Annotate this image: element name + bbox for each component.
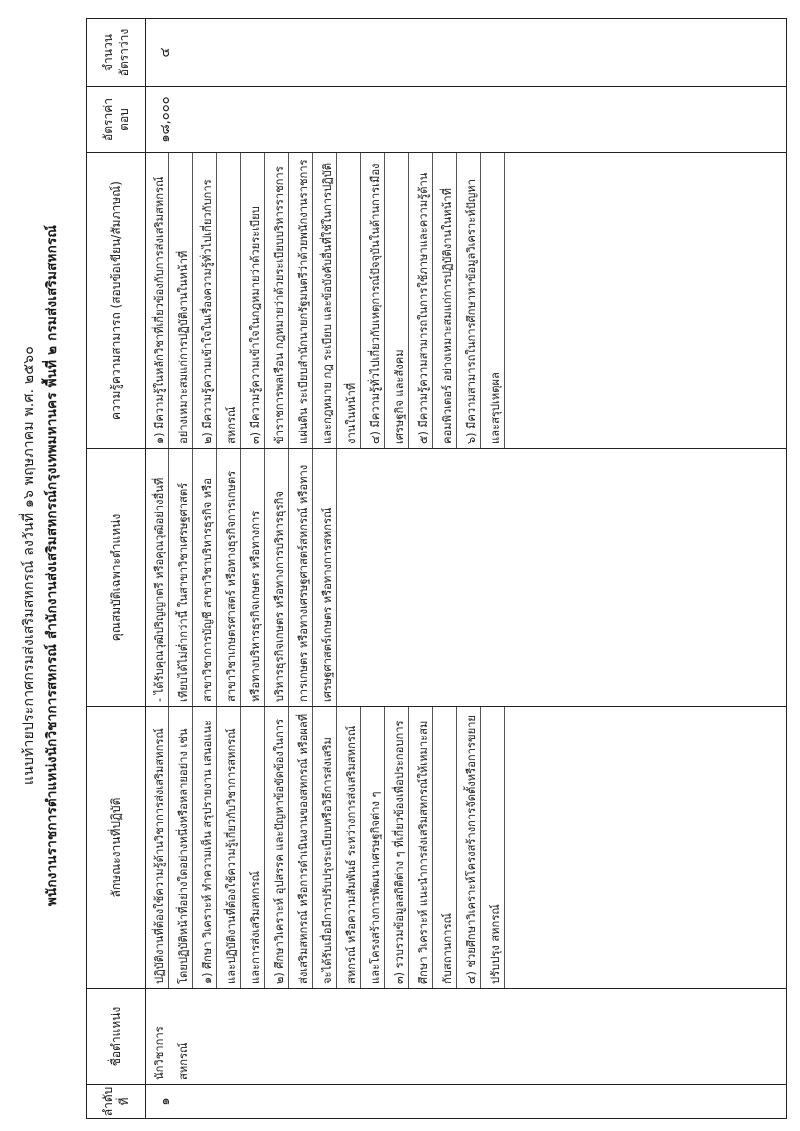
header-competency: ความรู้ความสามารถ (สอบข้อเขียน/สัมภาษณ์) bbox=[87, 153, 146, 449]
duty-item: ๑) ศึกษา วิเคราะห์ ทำความเห็น สรุปรายงาน เสนอแนะ และปฏิบัติงานที่ต้องใช้ความรู้เกี่ยวกับวิชาการสหกรณ์และการส่งเสริมสหกรณ์ bbox=[201, 719, 262, 984]
vacancies-value: ๔ bbox=[158, 47, 173, 58]
header-salary: อัตราค่า ตอบ bbox=[87, 87, 146, 153]
duty-item: ปฏิบัติงานที่ต้องใช้ความรู้ด้านวิชาการส่งเสริมสหกรณ์ โดยปฏิบัติหน้าที่อย่างใดอย่างหนึ่งหรือหลายอย่าง เช่น bbox=[153, 728, 190, 984]
cell-vacancies bbox=[146, 19, 787, 87]
qualification-item: - ได้รับคุณวุฒิปริญญาตรี หรือคุณวุฒิอย่างอื่นที่เทียบได้ไม่ต่ำกว่านี้ ในสาขาวิชาเศรษฐศาสตร์ สาขาวิชาการบัญชี สาขาวิชาบริหารธุรกิจ หรือสาขาวิชาเกษตรศาสตร์ หรือทางธุรกิจการเกษตร หรือทางบริหารธุรกิจเกษตร หรือทางการบริหารธุรกิจเกษตร หรือทางการบริหารธุรกิจการเกษตร หรือทางเศรษฐศาสตร์สหกรณ์ หรือทางเศรษฐศาสตร์เกษตร หรือทางการสหกรณ์ bbox=[153, 464, 334, 702]
competency-item: ๕) มีความรู้ความสามารถในการใช้ภาษาและความรู้ด้านคอมพิวเตอร์ อย่างเหมาะสมแก่การปฏิบัติงานในหน้าที่ bbox=[417, 172, 454, 444]
cell-duties bbox=[146, 707, 787, 989]
competency-item: ๖) มีความสามารถในการศึกษาหาข้อมูลวิเคราะห์ปัญหา และสรุปเหตุผล bbox=[465, 179, 502, 444]
duty-item: ๓) รวบรวมข้อมูลสถิติต่าง ๆ ที่เกี่ยวข้องเพื่อประกอบการศึกษา วิเคราะห์ แนะนำการส่งเสริมสหกรณ์ให้เหมาะสมกับสถานการณ์ bbox=[393, 720, 454, 984]
header-position: ชื่อตำแหน่ง bbox=[87, 989, 146, 1085]
document-title: แนบท้ายประกาศกรมส่งเสริมสหกรณ์ ลงวันที่ ๑๖ พฤษภาคม พ.ศ. ๒๕๖๐ bbox=[21, 346, 37, 785]
duty-item: ๒) ศึกษาวิเคราะห์ อุปสรรค และปัญหาข้อขัดข้องในการส่งเสริมสหกรณ์ หรือการดำเนินงานของสหกรณ์ หรือผลที่จะได้รับเมื่อมีการปรับปรุงระเบียบหรือวิธีการส่งเสริมสหกรณ์ หรือความสัมพันธ์ ระหว่างการส่งเสริมสหกรณ์ และโครงสร้างการพัฒนาเศรษฐกิจต่าง ๆ bbox=[273, 713, 382, 984]
order-value: ๑ bbox=[158, 1097, 173, 1106]
competency-item: ๑) มีความรู้ในหลักวิชาที่เกี่ยวข้องกับการส่งเสริมสหกรณ์อย่างเหมาะสมแก่การปฏิบัติงานในหน้าที่ bbox=[153, 176, 190, 444]
table-row bbox=[146, 19, 787, 1119]
cell-qualifications bbox=[146, 449, 787, 707]
header-order: ลำดับ ที่ bbox=[87, 1085, 146, 1119]
position-name: นักวิชาการสหกรณ์ bbox=[153, 1026, 190, 1080]
salary-value: ๑๘,๐๐๐ bbox=[158, 96, 173, 143]
cell-position bbox=[146, 989, 787, 1085]
cell-competency bbox=[146, 153, 787, 449]
header-vacancies: จำนวน อัตราว่าง bbox=[87, 19, 146, 87]
header-qualifications: คุณสมบัติเฉพาะตำแหน่ง bbox=[87, 449, 146, 707]
document-subtitle: พนักงานราชการตำแหน่งนักวิชาการสหกรณ์ สำนักงานส่งเสริมสหกรณ์กรุงเทพมหานคร พื้นที่ ๒ กรมส่งเสริมสหกรณ์ bbox=[44, 224, 60, 907]
competency-item: ๔) มีความรู้ทั่วไปเกี่ยวกับเหตุการณ์ปัจจุบันในด้านการเมือง เศรษฐกิจ และสังคม bbox=[369, 163, 406, 444]
header-duties: ลักษณะงานที่ปฏิบัติ bbox=[87, 707, 146, 989]
cell-salary bbox=[146, 87, 787, 153]
table-header-row bbox=[87, 19, 146, 1119]
competency-item: ๓) มีความรู้ความเข้าใจในกฎหมายว่าด้วยระเบียบข้าราชการพลเรือน กฎหมายว่าด้วยระเบียบบริหารราชการแผ่นดิน ระเบียบสำนักนายกรัฐมนตรีว่าด้วยพนักงานราชการ และกฎหมาย กฎ ระเบียบ และข้อบังคับอื่นที่ใช้ในการปฏิบัติงานในหน้าที่ bbox=[249, 159, 358, 444]
competency-item: ๒) มีความรู้ความเข้าใจในเรื่องความรู้ทั่วไปเกี่ยวกับการสหกรณ์ bbox=[201, 179, 238, 444]
duty-item: ๔) ช่วยศึกษาวิเคราะห์โครงสร้างการจัดตั้งหรือการขยาย ปรับปรุง สหกรณ์ bbox=[465, 715, 502, 984]
cell-order bbox=[146, 1085, 787, 1119]
position-table bbox=[86, 18, 787, 1119]
